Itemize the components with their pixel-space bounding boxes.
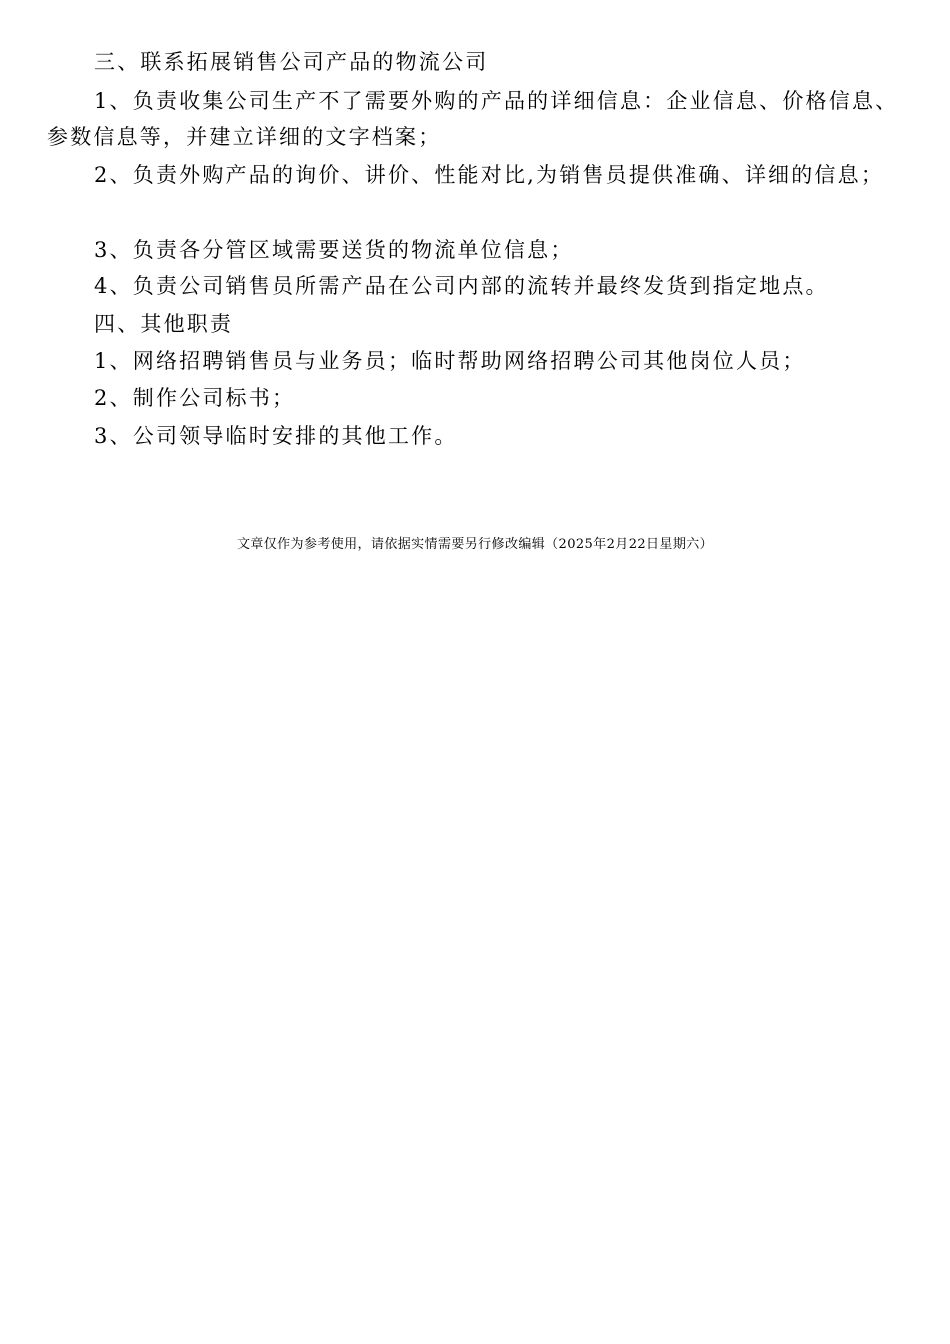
- section-4-heading: 四、其他职责: [94, 312, 234, 336]
- section-3-heading: 三、联系拓展销售公司产品的物流公司: [94, 50, 489, 74]
- section-3-item-2: 2、负责外购产品的询价、讲价、性能对比,为销售员提供准确、详细的信息；: [94, 163, 885, 187]
- footer-note: 文章仅作为参考使用，请依据实情需要另行修改编辑（2025年2月22日星期六）: [236, 537, 714, 552]
- section-3-item-1-line-1: 1、负责收集公司生产不了需要外购的产品的详细信息：企业信息、价格信息、: [94, 89, 899, 113]
- section-4-item-3: 3、公司领导临时安排的其他工作。: [94, 424, 458, 448]
- section-3-item-4: 4、负责公司销售员所需产品在公司内部的流转并最终发货到指定地点。: [94, 274, 829, 298]
- section-4-item-2: 2、制作公司标书；: [94, 386, 296, 410]
- section-3-item-3: 3、负责各分管区域需要送货的物流单位信息；: [94, 238, 574, 262]
- section-3-item-1-line-2: 参数信息等，并建立详细的文字档案；: [47, 125, 442, 149]
- section-4-item-1: 1、网络招聘销售员与业务员；临时帮助网络招聘公司其他岗位人员；: [94, 349, 806, 373]
